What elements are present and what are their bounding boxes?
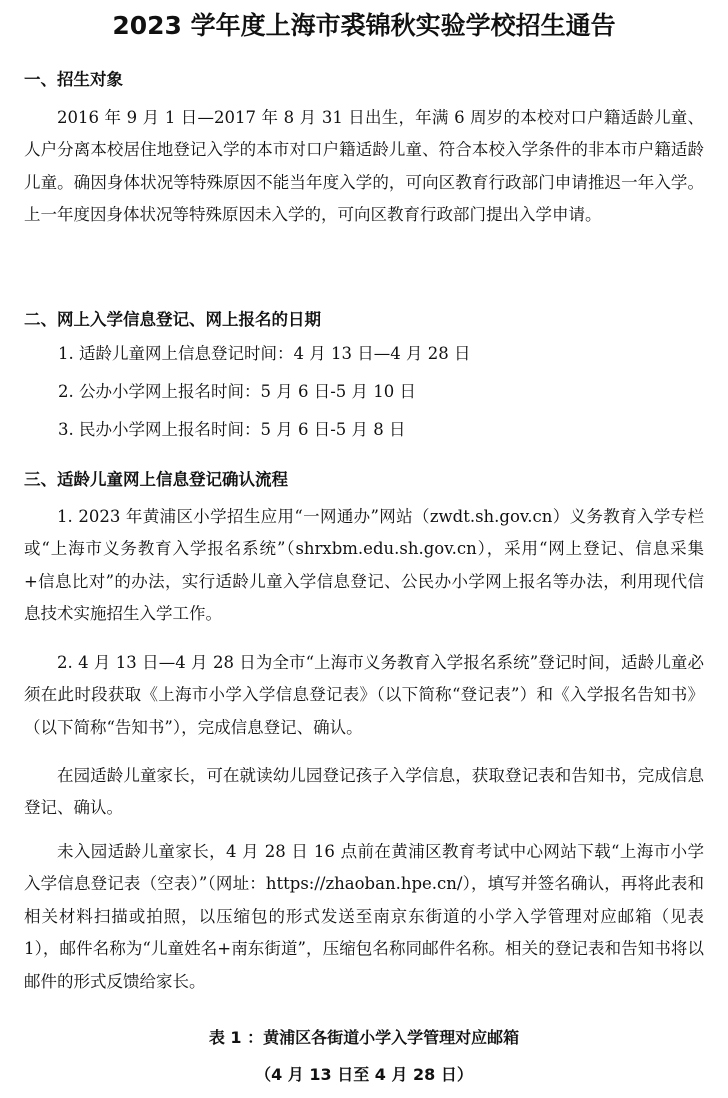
section-1-paragraph: 2016 年 9 月 1 日—2017 年 8 月 31 日出生，年满 6 周岁的本校对口户籍适龄儿童、人户分离本校居住地登记入学的本市对口户籍适龄儿童、符合本校入学条件的非本市户籍适龄儿童。确因身体状况等特殊原因不能当年度入学的，可向区教育行政部门申请推迟一年入学。上一年度因身体状况等特殊原因未入学的，可向区教育行政部门提出入学申请。 xyxy=(24,108,704,225)
table-subcaption: （4 月 13 日至 4 月 28 日） xyxy=(255,1065,473,1084)
table-caption: 表 1 ：黄浦区各街道小学入学管理对应邮箱 xyxy=(208,1028,520,1047)
section-3-paragraph-4: 未入园适龄儿童家长，4 月 28 日 16 点前在黄浦区教育考试中心网站下载“上海市小学入学信息登记表（空表）”（网址：https://zhaoban.hpe.cn/），填写并签名确认，再将此表和相关材料扫描或拍照，以压缩包的形式发送至南京东街道的小学入学管理对应邮箱（见表 1），邮件名称为“儿童姓名+南东街道”，压缩包名称同邮件名称。相关的登记表和告知书将以邮件的形式反馈给家长。 xyxy=(24,842,704,991)
section-2-item-2: 2. 公办小学网上报名时间：5 月 6 日-5 月 10 日 xyxy=(58,382,417,401)
section-2-item-1: 1. 适龄儿童网上信息登记时间：4 月 13 日—4 月 28 日 xyxy=(58,344,471,363)
section-2-heading: 二、网上入学信息登记、网上报名的日期 xyxy=(24,310,321,329)
section-3-heading: 三、适龄儿童网上信息登记确认流程 xyxy=(24,470,288,489)
section-3-paragraph-3: 在园适龄儿童家长，可在就读幼儿园登记孩子入学信息，获取登记表和告知书，完成信息登记、确认。 xyxy=(24,766,704,818)
section-2-item-3: 3. 民办小学网上报名时间：5 月 6 日-5 月 8 日 xyxy=(58,420,406,439)
section-1-heading: 一、招生对象 xyxy=(24,70,123,89)
section-3-paragraph-1: 1. 2023 年黄浦区小学招生应用“一网通办”网站（zwdt.sh.gov.cn）义务教育入学专栏或“上海市义务教育入学报名系统”（shrxbm.edu.sh.gov.cn），采用“网上登记、信息采集+信息比对”的办法，实行适龄儿童入学信息登记、公民办小学网上报名等办法，利用现代信息技术实施招生入学工作。 xyxy=(24,507,704,624)
section-3-paragraph-2: 2. 4 月 13 日—4 月 28 日为全市“上海市义务教育入学报名系统”登记时间，适龄儿童必须在此时段获取《上海市小学入学信息登记表》（以下简称“登记表”）和《入学报名告知书》（以下简称“告知书”），完成信息登记、确认。 xyxy=(24,653,704,737)
document-title: 2023 学年度上海市裘锦秋实验学校招生通告 xyxy=(112,11,616,40)
